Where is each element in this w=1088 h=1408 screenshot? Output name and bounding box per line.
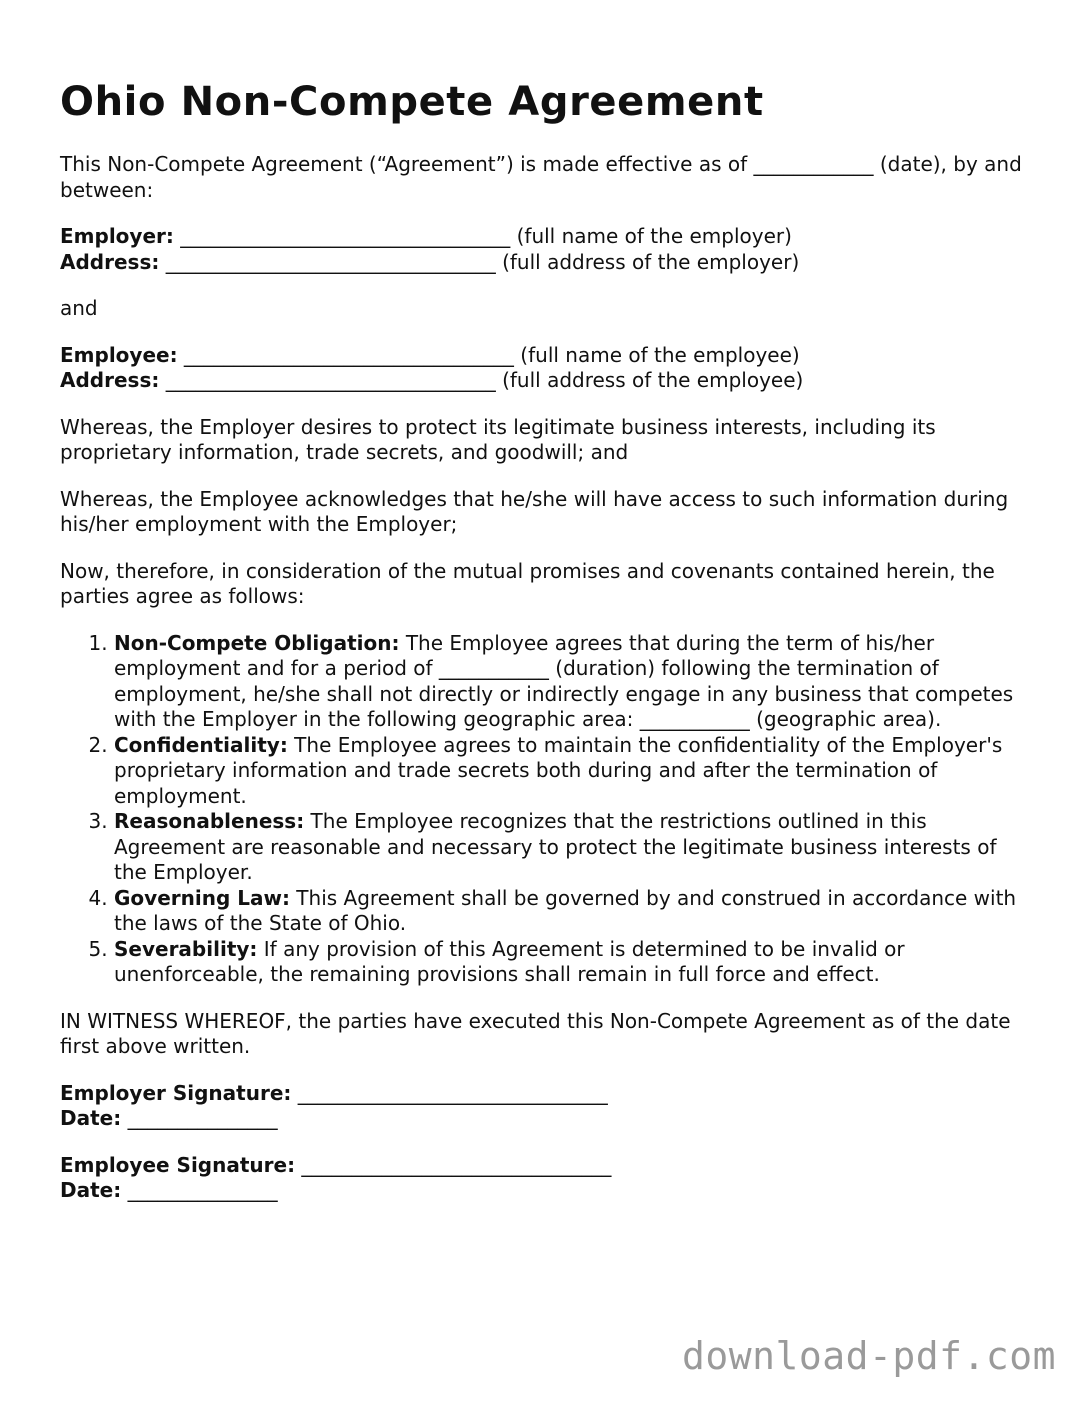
intro-paragraph: This Non-Compete Agreement (“Agreement”) is made effective as of ____________ (date), by and between: [60, 152, 1022, 202]
employee-date-field: _______________ [121, 1178, 278, 1202]
employer-address-label: Address: [60, 249, 160, 274]
employer-name-field: _________________________________ (full name of the employer) [173, 224, 792, 248]
clause-list [60, 631, 1035, 988]
clause-heading: Severability: [114, 936, 258, 961]
clause-text: The Employee agrees that during the term of his/her employment and for a period of ___________ (duration) following the termination of employment, he/she shall not directly or indirectly engage in any business that competes with the Employer in the following geographic area: ___________ (geographic area). [114, 630, 1014, 731]
employee-address-label: Address: [60, 368, 160, 392]
employer-signature-label: Employer Signature: [60, 1080, 292, 1105]
clause-item [114, 937, 1035, 988]
employee-date-line [60, 1178, 1035, 1204]
clause-item [114, 809, 1035, 886]
now-therefore-paragraph: Now, therefore, in consideration of the mutual promises and covenants contained herein, the parties agree as follows: [60, 558, 995, 608]
employee-name-label: Employee: [60, 342, 178, 367]
clause-heading: Governing Law: [114, 885, 290, 910]
employer-date-field: _______________ [121, 1106, 278, 1130]
employer-date-label: Date: [60, 1106, 122, 1130]
whereas-paragraph-1: Whereas, the Employer desires to protect its legitimate business interests, including its proprietary information, trade secrets, and goodwill; and [60, 414, 936, 464]
employee-signature-line [60, 1153, 1035, 1179]
employer-address-line [60, 250, 1035, 276]
employer-signature-block [60, 1081, 1035, 1132]
witness-paragraph: IN WITNESS WHEREOF, the parties have executed this Non-Compete Agreement as of the date first above written. [60, 1008, 1011, 1058]
clause-item [114, 733, 1035, 810]
clause-text: The Employee recognizes that the restrictions outlined in this Agreement are reasonable and necessary to protect the legitimate business interests of the Employer. [114, 809, 997, 884]
employee-block [60, 343, 1035, 394]
clause-text: If any provision of this Agreement is determined to be invalid or unenforceable, the remaining provisions shall remain in full force and effect. [114, 936, 905, 986]
whereas-paragraph-2: Whereas, the Employee acknowledges that he/she will have access to such information during his/her employment with the Employer; [60, 486, 1009, 536]
employee-signature-block [60, 1153, 1035, 1204]
watermark: download-pdf.com [681, 1334, 1056, 1378]
employer-name-line [60, 224, 1035, 250]
employer-signature-line [60, 1081, 1035, 1107]
and-text: and [60, 296, 98, 320]
employee-address-field: _________________________________ (full address of the employee) [159, 368, 804, 392]
employer-date-line [60, 1106, 1035, 1132]
employee-name-line [60, 343, 1035, 369]
clause-item [114, 631, 1035, 733]
employer-name-label: Employer: [60, 224, 174, 248]
clause-heading: Confidentiality: [114, 732, 288, 757]
clause-text: The Employee agrees to maintain the confidentiality of the Employer's proprietary information and trade secrets both during and after the termination of employment. [114, 732, 1003, 808]
document-page [60, 78, 1035, 1225]
employee-signature-label: Employee Signature: [60, 1152, 296, 1177]
document-title: Ohio Non-Compete Agreement [60, 79, 764, 125]
employer-block [60, 224, 1035, 275]
employer-address-field: _________________________________ (full address of the employer) [159, 249, 800, 274]
employee-signature-field: _______________________________ [295, 1152, 612, 1177]
clause-heading: Non-Compete Obligation: [114, 630, 400, 655]
employee-date-label: Date: [60, 1178, 122, 1202]
clause-item [114, 886, 1035, 937]
clause-text: This Agreement shall be governed by and construed in accordance with the laws of the State of Ohio. [114, 885, 1017, 935]
employee-name-field: _________________________________ (full name of the employee) [177, 342, 800, 367]
employee-address-line [60, 368, 1035, 394]
employer-signature-field: _______________________________ [291, 1080, 608, 1105]
clause-heading: Reasonableness: [114, 809, 305, 833]
